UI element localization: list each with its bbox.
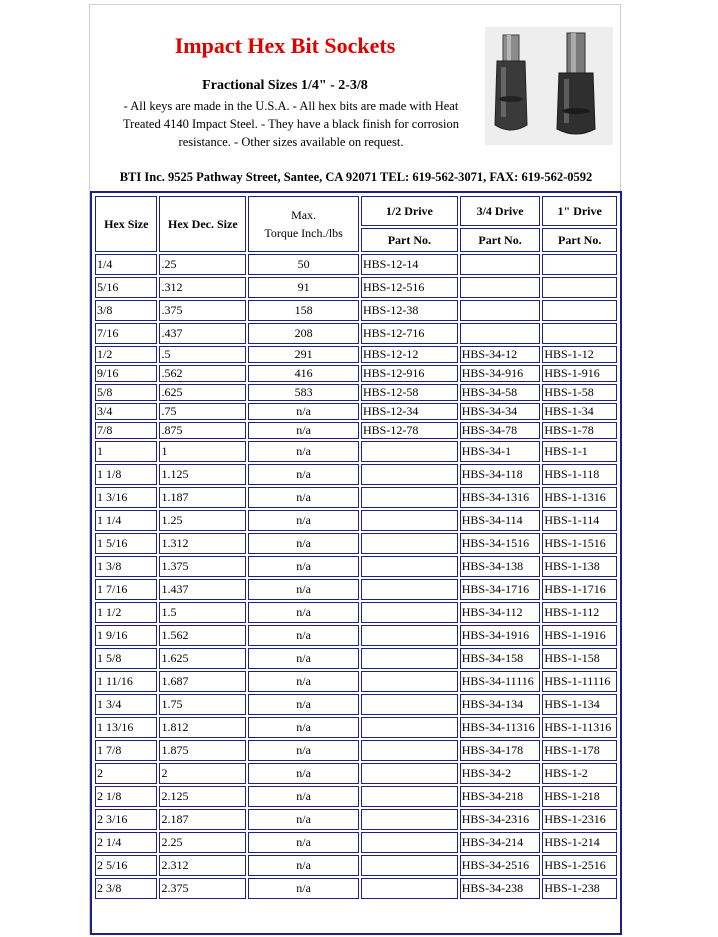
hex-dec-cell: .875 bbox=[159, 422, 246, 439]
hex-dec-cell: 1.687 bbox=[159, 671, 246, 692]
socket-photo bbox=[485, 27, 613, 145]
hex-dec-cell: 1.625 bbox=[159, 648, 246, 669]
one-inch-drive-part-cell: HBS-1-1 bbox=[542, 441, 617, 462]
header-max-torque bbox=[248, 196, 359, 252]
three-quarter-drive-part-cell: HBS-34-238 bbox=[460, 878, 541, 899]
one-inch-drive-part-cell: HBS-1-2316 bbox=[542, 809, 617, 830]
parts-table bbox=[93, 194, 619, 901]
one-inch-drive-part-cell: HBS-1-114 bbox=[542, 510, 617, 531]
hex-dec-cell: .75 bbox=[159, 403, 246, 420]
half-drive-part-cell: HBS-12-12 bbox=[361, 346, 458, 363]
half-drive-part-cell bbox=[361, 832, 458, 853]
torque-cell: n/a bbox=[248, 717, 359, 738]
table-row bbox=[95, 510, 617, 531]
hex-size-cell: 1 3/4 bbox=[95, 694, 157, 715]
three-quarter-drive-part-cell: HBS-34-12 bbox=[460, 346, 541, 363]
torque-cell: 158 bbox=[248, 300, 359, 321]
header-one-inch-drive: 1" Drive bbox=[542, 196, 617, 226]
one-inch-drive-part-cell: HBS-1-214 bbox=[542, 832, 617, 853]
table-row bbox=[95, 487, 617, 508]
half-drive-part-cell bbox=[361, 487, 458, 508]
hex-size-cell: 5/16 bbox=[95, 277, 157, 298]
torque-cell: n/a bbox=[248, 487, 359, 508]
header-max-torque-line1: Max. bbox=[291, 208, 317, 222]
one-inch-drive-part-cell: HBS-1-1916 bbox=[542, 625, 617, 646]
parts-table-body bbox=[95, 254, 617, 899]
table-row bbox=[95, 556, 617, 577]
three-quarter-drive-part-cell: HBS-34-1 bbox=[460, 441, 541, 462]
half-drive-part-cell: HBS-12-516 bbox=[361, 277, 458, 298]
half-drive-part-cell: HBS-12-716 bbox=[361, 323, 458, 344]
hex-dec-cell: .312 bbox=[159, 277, 246, 298]
hex-dec-cell: 1.375 bbox=[159, 556, 246, 577]
torque-cell: n/a bbox=[248, 809, 359, 830]
one-inch-drive-part-cell: HBS-1-78 bbox=[542, 422, 617, 439]
half-drive-part-cell: HBS-12-58 bbox=[361, 384, 458, 401]
torque-cell: 50 bbox=[248, 254, 359, 275]
table-row bbox=[95, 832, 617, 853]
half-drive-part-cell bbox=[361, 786, 458, 807]
torque-cell: n/a bbox=[248, 579, 359, 600]
one-inch-drive-part-cell: HBS-1-118 bbox=[542, 464, 617, 485]
hex-size-cell: 1/4 bbox=[95, 254, 157, 275]
hex-dec-cell: 1.562 bbox=[159, 625, 246, 646]
three-quarter-drive-part-cell: HBS-34-1316 bbox=[460, 487, 541, 508]
three-quarter-drive-part-cell: HBS-34-11316 bbox=[460, 717, 541, 738]
page bbox=[89, 4, 621, 934]
table-row bbox=[95, 763, 617, 784]
hex-dec-cell: .562 bbox=[159, 365, 246, 382]
hex-size-cell: 3/8 bbox=[95, 300, 157, 321]
hex-dec-cell: 2.125 bbox=[159, 786, 246, 807]
three-quarter-drive-part-cell: HBS-34-916 bbox=[460, 365, 541, 382]
one-inch-drive-part-cell: HBS-1-158 bbox=[542, 648, 617, 669]
torque-cell: 583 bbox=[248, 384, 359, 401]
hex-size-cell: 1 bbox=[95, 441, 157, 462]
torque-cell: n/a bbox=[248, 464, 359, 485]
table-row bbox=[95, 694, 617, 715]
half-drive-part-cell bbox=[361, 510, 458, 531]
table-row bbox=[95, 323, 617, 344]
half-drive-part-cell bbox=[361, 579, 458, 600]
hex-size-cell: 2 bbox=[95, 763, 157, 784]
one-inch-drive-part-cell bbox=[542, 254, 617, 275]
table-row bbox=[95, 384, 617, 401]
hex-bit-socket-image-icon bbox=[485, 27, 613, 145]
hex-dec-cell: 2.187 bbox=[159, 809, 246, 830]
torque-cell: n/a bbox=[248, 422, 359, 439]
half-drive-part-cell: HBS-12-78 bbox=[361, 422, 458, 439]
hex-dec-cell: 2.25 bbox=[159, 832, 246, 853]
hex-size-cell: 3/4 bbox=[95, 403, 157, 420]
torque-cell: n/a bbox=[248, 878, 359, 899]
torque-cell: n/a bbox=[248, 832, 359, 853]
one-inch-drive-part-cell bbox=[542, 300, 617, 321]
hex-size-cell: 1 7/8 bbox=[95, 740, 157, 761]
half-drive-part-cell: HBS-12-14 bbox=[361, 254, 458, 275]
one-inch-drive-part-cell: HBS-1-178 bbox=[542, 740, 617, 761]
half-drive-part-cell: HBS-12-916 bbox=[361, 365, 458, 382]
one-inch-drive-part-cell bbox=[542, 277, 617, 298]
half-drive-part-cell bbox=[361, 878, 458, 899]
hex-size-cell: 1 11/16 bbox=[95, 671, 157, 692]
half-drive-part-cell bbox=[361, 602, 458, 623]
half-drive-part-cell bbox=[361, 441, 458, 462]
page-subtitle: Fractional Sizes 1/4" - 2-3/8 bbox=[202, 78, 368, 93]
hex-size-cell: 1 3/16 bbox=[95, 487, 157, 508]
hex-size-cell: 1 1/8 bbox=[95, 464, 157, 485]
hex-dec-cell: .25 bbox=[159, 254, 246, 275]
hex-size-cell: 5/8 bbox=[95, 384, 157, 401]
torque-cell: n/a bbox=[248, 671, 359, 692]
three-quarter-drive-part-cell: HBS-34-134 bbox=[460, 694, 541, 715]
one-inch-drive-part-cell: HBS-1-138 bbox=[542, 556, 617, 577]
page-title: Impact Hex Bit Sockets bbox=[174, 33, 396, 58]
table-row bbox=[95, 602, 617, 623]
table-row bbox=[95, 365, 617, 382]
torque-cell: n/a bbox=[248, 441, 359, 462]
table-row bbox=[95, 403, 617, 420]
header-half-inch-drive: 1/2 Drive bbox=[361, 196, 458, 226]
one-inch-drive-part-cell: HBS-1-218 bbox=[542, 786, 617, 807]
hex-size-cell: 7/8 bbox=[95, 422, 157, 439]
half-drive-part-cell bbox=[361, 625, 458, 646]
table-row bbox=[95, 878, 617, 899]
one-inch-drive-part-cell: HBS-1-238 bbox=[542, 878, 617, 899]
hex-size-cell: 2 3/16 bbox=[95, 809, 157, 830]
torque-cell: n/a bbox=[248, 533, 359, 554]
table-row bbox=[95, 786, 617, 807]
half-drive-part-cell bbox=[361, 717, 458, 738]
hex-dec-cell: 1.437 bbox=[159, 579, 246, 600]
header-three-quarter-drive: 3/4 Drive bbox=[460, 196, 541, 226]
torque-cell: n/a bbox=[248, 763, 359, 784]
one-inch-drive-part-cell bbox=[542, 323, 617, 344]
half-drive-part-cell bbox=[361, 556, 458, 577]
table-row bbox=[95, 300, 617, 321]
one-inch-drive-part-cell: HBS-1-12 bbox=[542, 346, 617, 363]
hex-dec-cell: 1.187 bbox=[159, 487, 246, 508]
half-drive-part-cell bbox=[361, 855, 458, 876]
three-quarter-drive-part-cell: HBS-34-138 bbox=[460, 556, 541, 577]
hex-size-cell: 1 5/16 bbox=[95, 533, 157, 554]
three-quarter-drive-part-cell: HBS-34-158 bbox=[460, 648, 541, 669]
parts-table-frame bbox=[90, 191, 622, 935]
one-inch-drive-part-cell: HBS-1-112 bbox=[542, 602, 617, 623]
half-drive-part-cell bbox=[361, 533, 458, 554]
torque-cell: n/a bbox=[248, 786, 359, 807]
table-row bbox=[95, 441, 617, 462]
hex-dec-cell: 2 bbox=[159, 763, 246, 784]
half-drive-part-cell: HBS-12-34 bbox=[361, 403, 458, 420]
one-inch-drive-part-cell: HBS-1-11116 bbox=[542, 671, 617, 692]
hex-size-cell: 1/2 bbox=[95, 346, 157, 363]
hex-dec-cell: 1 bbox=[159, 441, 246, 462]
hex-size-cell: 2 1/4 bbox=[95, 832, 157, 853]
hex-dec-cell: 2.312 bbox=[159, 855, 246, 876]
half-drive-part-cell bbox=[361, 464, 458, 485]
header-part-no: Part No. bbox=[460, 228, 541, 252]
hex-dec-cell: .625 bbox=[159, 384, 246, 401]
hex-dec-cell: .375 bbox=[159, 300, 246, 321]
half-drive-part-cell bbox=[361, 763, 458, 784]
torque-cell: n/a bbox=[248, 510, 359, 531]
torque-cell: n/a bbox=[248, 648, 359, 669]
one-inch-drive-part-cell: HBS-1-1316 bbox=[542, 487, 617, 508]
three-quarter-drive-part-cell: HBS-34-218 bbox=[460, 786, 541, 807]
hex-dec-cell: 1.312 bbox=[159, 533, 246, 554]
one-inch-drive-part-cell: HBS-1-2516 bbox=[542, 855, 617, 876]
three-quarter-drive-part-cell: HBS-34-11116 bbox=[460, 671, 541, 692]
three-quarter-drive-part-cell: HBS-34-1516 bbox=[460, 533, 541, 554]
one-inch-drive-part-cell: HBS-1-34 bbox=[542, 403, 617, 420]
hex-size-cell: 1 13/16 bbox=[95, 717, 157, 738]
hex-dec-cell: 1.75 bbox=[159, 694, 246, 715]
three-quarter-drive-part-cell bbox=[460, 277, 541, 298]
table-row bbox=[95, 533, 617, 554]
hex-dec-cell: .437 bbox=[159, 323, 246, 344]
three-quarter-drive-part-cell: HBS-34-214 bbox=[460, 832, 541, 853]
torque-cell: n/a bbox=[248, 625, 359, 646]
hex-size-cell: 1 1/4 bbox=[95, 510, 157, 531]
half-drive-part-cell bbox=[361, 648, 458, 669]
hex-dec-cell: 1.812 bbox=[159, 717, 246, 738]
three-quarter-drive-part-cell: HBS-34-2316 bbox=[460, 809, 541, 830]
header-hex-dec-size: Hex Dec. Size bbox=[159, 196, 246, 252]
table-row bbox=[95, 254, 617, 275]
company-contact: BTI Inc. 9525 Pathway Street, Santee, CA 92071 TEL: 619-562-3071, FAX: 619-562-0592 bbox=[119, 170, 593, 184]
torque-cell: 91 bbox=[248, 277, 359, 298]
table-row bbox=[95, 855, 617, 876]
hex-dec-cell: 1.125 bbox=[159, 464, 246, 485]
header-part-no: Part No. bbox=[361, 228, 458, 252]
table-row bbox=[95, 809, 617, 830]
torque-cell: 208 bbox=[248, 323, 359, 344]
torque-cell: n/a bbox=[248, 855, 359, 876]
one-inch-drive-part-cell: HBS-1-916 bbox=[542, 365, 617, 382]
hex-size-cell: 1 9/16 bbox=[95, 625, 157, 646]
table-row bbox=[95, 625, 617, 646]
torque-cell: 291 bbox=[248, 346, 359, 363]
header-part-no: Part No. bbox=[542, 228, 617, 252]
one-inch-drive-part-cell: HBS-1-1516 bbox=[542, 533, 617, 554]
three-quarter-drive-part-cell: HBS-34-112 bbox=[460, 602, 541, 623]
hex-size-cell: 1 3/8 bbox=[95, 556, 157, 577]
three-quarter-drive-part-cell: HBS-34-2 bbox=[460, 763, 541, 784]
three-quarter-drive-part-cell bbox=[460, 254, 541, 275]
table-row bbox=[95, 740, 617, 761]
torque-cell: n/a bbox=[248, 403, 359, 420]
three-quarter-drive-part-cell: HBS-34-118 bbox=[460, 464, 541, 485]
three-quarter-drive-part-cell bbox=[460, 300, 541, 321]
half-drive-part-cell bbox=[361, 694, 458, 715]
torque-cell: n/a bbox=[248, 556, 359, 577]
hex-dec-cell: 2.375 bbox=[159, 878, 246, 899]
one-inch-drive-part-cell: HBS-1-58 bbox=[542, 384, 617, 401]
three-quarter-drive-part-cell bbox=[460, 323, 541, 344]
product-description: - All keys are made in the U.S.A. - All hex bits are made with Heat Treated 4140 Impact Steel. - They have a black finish for corrosion resistance. - Other sizes available on request. bbox=[122, 99, 460, 149]
half-drive-part-cell bbox=[361, 740, 458, 761]
hex-size-cell: 9/16 bbox=[95, 365, 157, 382]
three-quarter-drive-part-cell: HBS-34-78 bbox=[460, 422, 541, 439]
hex-size-cell: 1 1/2 bbox=[95, 602, 157, 623]
hex-size-cell: 2 5/16 bbox=[95, 855, 157, 876]
header-hex-size: Hex Size bbox=[95, 196, 157, 252]
one-inch-drive-part-cell: HBS-1-134 bbox=[542, 694, 617, 715]
torque-cell: n/a bbox=[248, 602, 359, 623]
header-max-torque-line2: Torque Inch./lbs bbox=[264, 226, 343, 240]
hex-dec-cell: 1.25 bbox=[159, 510, 246, 531]
table-row bbox=[95, 671, 617, 692]
hex-dec-cell: 1.875 bbox=[159, 740, 246, 761]
torque-cell: n/a bbox=[248, 694, 359, 715]
table-row bbox=[95, 277, 617, 298]
table-row bbox=[95, 648, 617, 669]
table-row bbox=[95, 422, 617, 439]
one-inch-drive-part-cell: HBS-1-1716 bbox=[542, 579, 617, 600]
hex-size-cell: 1 5/8 bbox=[95, 648, 157, 669]
one-inch-drive-part-cell: HBS-1-2 bbox=[542, 763, 617, 784]
torque-cell: 416 bbox=[248, 365, 359, 382]
hex-size-cell: 2 3/8 bbox=[95, 878, 157, 899]
table-row bbox=[95, 579, 617, 600]
table-row bbox=[95, 346, 617, 363]
three-quarter-drive-part-cell: HBS-34-34 bbox=[460, 403, 541, 420]
three-quarter-drive-part-cell: HBS-34-2516 bbox=[460, 855, 541, 876]
three-quarter-drive-part-cell: HBS-34-1916 bbox=[460, 625, 541, 646]
half-drive-part-cell: HBS-12-38 bbox=[361, 300, 458, 321]
hex-size-cell: 2 1/8 bbox=[95, 786, 157, 807]
three-quarter-drive-part-cell: HBS-34-58 bbox=[460, 384, 541, 401]
hex-size-cell: 7/16 bbox=[95, 323, 157, 344]
hex-dec-cell: 1.5 bbox=[159, 602, 246, 623]
half-drive-part-cell bbox=[361, 671, 458, 692]
three-quarter-drive-part-cell: HBS-34-1716 bbox=[460, 579, 541, 600]
half-drive-part-cell bbox=[361, 809, 458, 830]
three-quarter-drive-part-cell: HBS-34-178 bbox=[460, 740, 541, 761]
table-row bbox=[95, 717, 617, 738]
torque-cell: n/a bbox=[248, 740, 359, 761]
hex-dec-cell: .5 bbox=[159, 346, 246, 363]
one-inch-drive-part-cell: HBS-1-11316 bbox=[542, 717, 617, 738]
table-row bbox=[95, 464, 617, 485]
hex-size-cell: 1 7/16 bbox=[95, 579, 157, 600]
three-quarter-drive-part-cell: HBS-34-114 bbox=[460, 510, 541, 531]
